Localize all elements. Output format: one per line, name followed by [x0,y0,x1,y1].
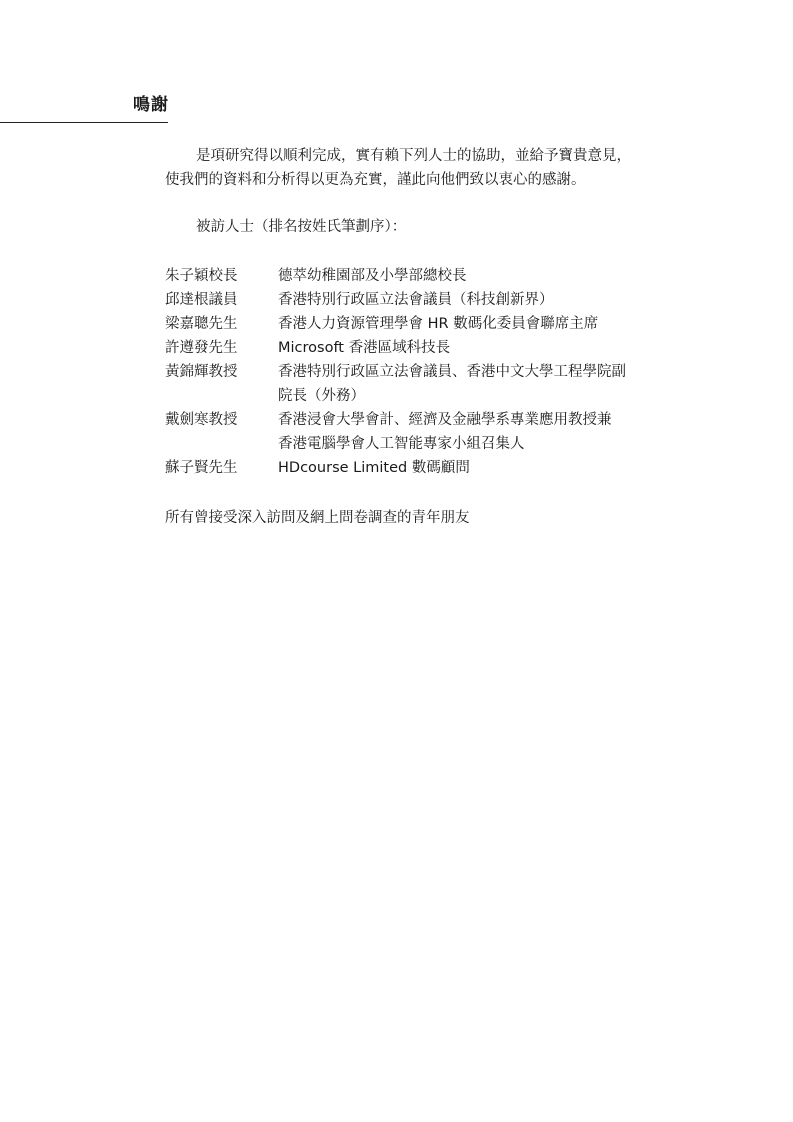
interviewee-name: 朱子穎校長 [165,268,238,284]
intro-line-1: 是項研究得以順利完成，實有賴下列人士的協助，並給予寶貴意見， [196,148,631,164]
interviewee-role-line: 香港特別行政區立法會議員、香港中文大學工程學院副 [278,364,626,380]
interviewee-name: 黃錦輝教授 [165,364,238,380]
list-item [165,312,725,336]
interviewee-role [278,408,698,456]
interviewee-role-line: 德萃幼稚園部及小學部總校長 [278,268,467,284]
interviewee-name: 許遵發先生 [165,340,238,356]
interviewee-role [278,336,698,360]
list-item [165,456,725,480]
interviewee-role [278,312,698,336]
interviewee-name: 蘇子賢先生 [165,460,238,476]
intro-line-2: 使我們的資料和分析得以更為充實，謹此向他們致以衷心的感謝。 [165,172,586,188]
interviewee-role [278,360,698,408]
title-underline [0,122,168,123]
interviewee-role-line: 香港浸會大學會計、經濟及金融學系專業應用教授兼 [278,412,612,428]
intro-paragraph [165,144,705,192]
list-item [165,408,725,456]
interviewees-heading: 被訪人士（排名按姓氏筆劃序）： [196,219,407,235]
interviewee-role-line: 香港人力資源管理學會 HR 數碼化委員會聯席主席 [278,316,599,332]
interviewee-role-line: 院長（外務） [278,388,365,404]
page-title: 鳴謝 [133,95,169,115]
interviewee-role [278,288,698,312]
interviewee-role-line: Microsoft 香港區域科技長 [278,340,451,356]
list-item [165,360,725,408]
closing-line: 所有曾接受深入訪問及網上問卷調查的青年朋友 [165,510,470,526]
interviewee-role-line: 香港電腦學會人工智能專家小組召集人 [278,436,525,452]
list-item [165,336,725,360]
interviewee-name: 戴劍寒教授 [165,412,238,428]
interviewee-list [165,264,725,480]
list-item [165,288,725,312]
interviewee-role-line: 香港特別行政區立法會議員（科技創新界） [278,292,554,308]
interviewee-name: 邱達根議員 [165,292,238,308]
list-item [165,264,725,288]
interviewee-role [278,456,698,480]
interviewee-role [278,264,698,288]
interviewee-name: 梁嘉聰先生 [165,316,238,332]
interviewee-role-line: HDcourse Limited 數碼顧問 [278,460,470,476]
